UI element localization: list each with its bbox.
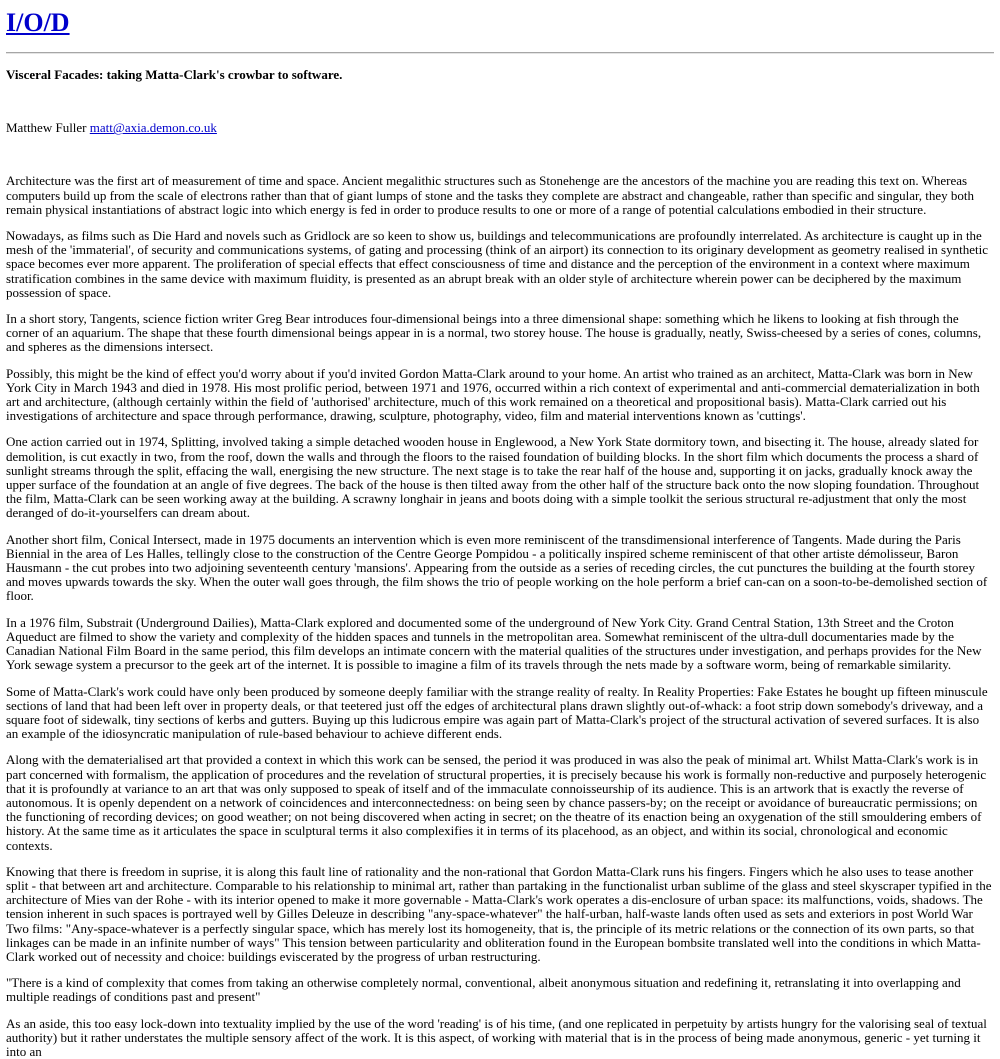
- quote-paragraph: "There is a kind of complexity that comes from taking an otherwise completely normal, conventional, albeit anonymous situation and redefining it, retranslating it into overlapping and multiple readings of conditions past and present": [6, 975, 961, 1005]
- paragraph: In a 1976 film, Substrait (Underground Dailies), Matta-Clark explored and documented some of the underground of New York City. Grand Central Station, 13th Street and the Croton Aqueduct are filmed to show the variety and complexity of the hidden spaces and tunnels in the metropolitan area. Somewhat reminiscent of the ultra-dull documentaries made by the Canadian National Film Board in the same period, this film develops an intimate concern with the material qualities of the structures under investigation, and perhaps provides for the New York sewage system a precursor to the geek art of the internet. It is possible to imagine a film of its travels through the nets made by a software worm, being of remarkable similarity.: [6, 614, 982, 673]
- paragraph: Some of Matta-Clark's work could have only been produced by someone deeply familiar with the strange reality of realty. In Reality Properties: Fake Estates he bought up fifteen minuscule sections of land that had been left over in property deals, or that teetered just off the edges of architectural plans drawn slightly out-of-whack: a foot strip down somebody's driveway, and a square foot of sidewalk, tiny sections of kerbs and gutters. Buying up this ludicrous empire was again part of Matta-Clark's project of the structural activation of severed surfaces. It is also an example of the idiosyncratic manipulation of rule-based behaviour to achieve different ends.: [6, 683, 988, 742]
- site-title-link[interactable]: I/O/D: [6, 8, 70, 37]
- paragraph: Architecture was the first art of measurement of time and space. Ancient megalithic structures such as Stonehenge are the ancestors of the machine you are reading this text on. Whereas computers build up from the scale of electrons rather than that of giant lumps of stone and the tasks they complete are abstract and changeable, rather than specific and singular, they both remain physical instantiations of abstract logic into which energy is fed in order to produce results to one or more of a range of potential calculations embodied in their structure.: [6, 173, 975, 217]
- paragraph: Another short film, Conical Intersect, made in 1975 documents an intervention which is even more reminiscent of the transdimensional interference of Tangents. Made during the Paris Biennial in the area of Les Halles, tellingly close to the construction of the Centre George Pompidou - a politically inspired scheme reminiscent of that other artiste démolisseur, Baron Hausmann - the cut probes into two adjoining seventeenth century 'mansions'. Appearing from the outside as a series of receding circles, the cut punctures the building at the fourth storey and moves upwards towards the sky. When the outer wall goes through, the film shows the trio of people working on the hole perform a brief can-can on a soon-to-be-demolished section of floor.: [6, 531, 988, 604]
- paragraph: In a short story, Tangents, science fiction writer Greg Bear introduces four-dimensional beings into a three dimensional shape: something which he likens to looking at fish through the corner of an aquarium. The shape that these fourth dimensional beings appear in is a normal, two storey house. The house is gradually, neatly, Swiss-cheesed by a series of cones, columns, and spheres as the dimensions intersect.: [6, 311, 982, 355]
- author-line: [6, 121, 994, 135]
- paragraph: As an aside, this too easy lock-down into textuality implied by the use of the word 'reading' is of his time, (and one replicated in perpetuity by artists hungry for the valorising seal of textual authority) but it rather understates the multiple sensory affect of the work. It is this aspect, of working with material that is in the process of being made anonymous, generic - yet turning it into an: [6, 1015, 987, 1059]
- author-email-link[interactable]: matt@axia.demon.co.uk: [89, 120, 217, 136]
- paragraph: Knowing that there is freedom in suprise, it is along this fault line of rationality and the non-rational that Gordon Matta-Clark runs his fingers. Fingers which he also uses to tease another split - that between art and architecture. Comparable to his relationship to minimal art, rather than partaking in the functionalist urban sublime of the glass and steel skyscraper typified in the architecture of Mies van der Rohe - with its interior opened to make it more governable - Matta-Clark's work operates a dis-enclosure of urban space: its malfunctions, voids, shadows. The tension inherent in such spaces is portrayed well by Gilles Deleuze in describing "any-space-whatever" the half-urban, half-waste lands often used as sets and exteriors in post World War Two films: "Any-space-whatever is a perfectly singular space, which has merely lost its homogeneity, that is, the principle of its metric relations or the connection of its own parts, so that linkages can be made in an infinite number of ways" This tension between particularity and obliteration found in the European bombsite translated well into the conditions in which Matta-Clark worked out of necessity and choice: buildings eviscerated by the progress of urban restructuring.: [6, 863, 992, 964]
- paragraph: Along with the dematerialised art that provided a context in which this work can be sensed, the period it was produced in was also the peak of minimal art. Whilst Matta-Clark's work is in part concerned with formalism, the application of procedures and the revelation of structural properties, it is precisely because his work is formally non-reductive and purposely heterogenic that it is profoundly at variance to an art that was only supposed to speak of itself and of the immaculate connoisseurship of its audience. This is an artwork that is exactly the reverse of autonomous. It is openly dependent on a network of coincidences and interconnectedness: on being seen by chance passers-by; on the receipt or avoidance of bureaucratic permissions; on the functioning of recording devices; on good weather; on not being discovered when acting in secret; on the theatre of its enaction being an oxygenation of the still smouldering embers of history. At the same time as it articulates the space in sculptural terms it also complexifies it in terms of its placehood, as an object, and within its social, chronological and economic contexts.: [6, 752, 987, 853]
- paragraph: Possibly, this might be the kind of effect you'd worry about if you'd invited Gordon Matta-Clark around to your home. An artist who trained as an architect, Matta-Clark was born in New York City in March 1943 and died in 1978. His most prolific period, between 1971 and 1976, occurred within a rich context of experimental and anti-commercial dematerialization in both art and architecture, (although certainly within the field of 'authorised' architecture, much of this work remained on a theoretical and propositional basis). Matta-Clark carried out his investigations of architecture and space through performance, drawing, sculpture, photography, video, film and material interventions known as 'cuttings'.: [6, 365, 980, 424]
- author-name: Matthew Fuller: [6, 120, 87, 136]
- article-title: Visceral Facades: taking Matta-Clark's crowbar to software.: [6, 67, 343, 82]
- site-title: [6, 6, 994, 38]
- paragraph: Nowadays, as films such as Die Hard and novels such as Gridlock are so keen to show us, buildings and telecommunications are profoundly interrelated. As architecture is caught up in the mesh of the 'immaterial', of security and communications systems, of gating and processing (think of an airport) its connection to its originary development as geometry realised in synthetic space becomes ever more apparent. The proliferation of special effects that effect consciousness of time and distance and the perception of the environment in a context where maximum stratification combines in the same device with maximum fluidity, is presented as an abrupt break with an older style of architecture wherein power can be deciphered by the maximum possession of space.: [6, 228, 988, 300]
- article-body: [6, 174, 994, 1059]
- divider: [6, 52, 994, 54]
- paragraph: One action carried out in 1974, Splitting, involved taking a simple detached wooden house in Englewood, a New York State dormitory town, and bisecting it. The house, already slated for demolition, is cut exactly in two, from the roof, down the walls and through the floors to the raised foundation of building blocks. In the short film which documents the process a shard of sunlight streams through the split, effacing the wall, energising the new structure. The next stage is to take the rear half of the house and, supporting it on jacks, gradually knock away the upper surface of the foundation at an angle of five degrees. The back of the house is then tilted away from the other half of the structure back onto the now sloping foundation. Throughout the film, Matta-Clark can be seen working away at the building. A scrawny longhair in jeans and boots doing with a simple toolkit the serious structural re-adjustment that only the most deranged of do-it-yourselfers can dream about.: [6, 434, 980, 521]
